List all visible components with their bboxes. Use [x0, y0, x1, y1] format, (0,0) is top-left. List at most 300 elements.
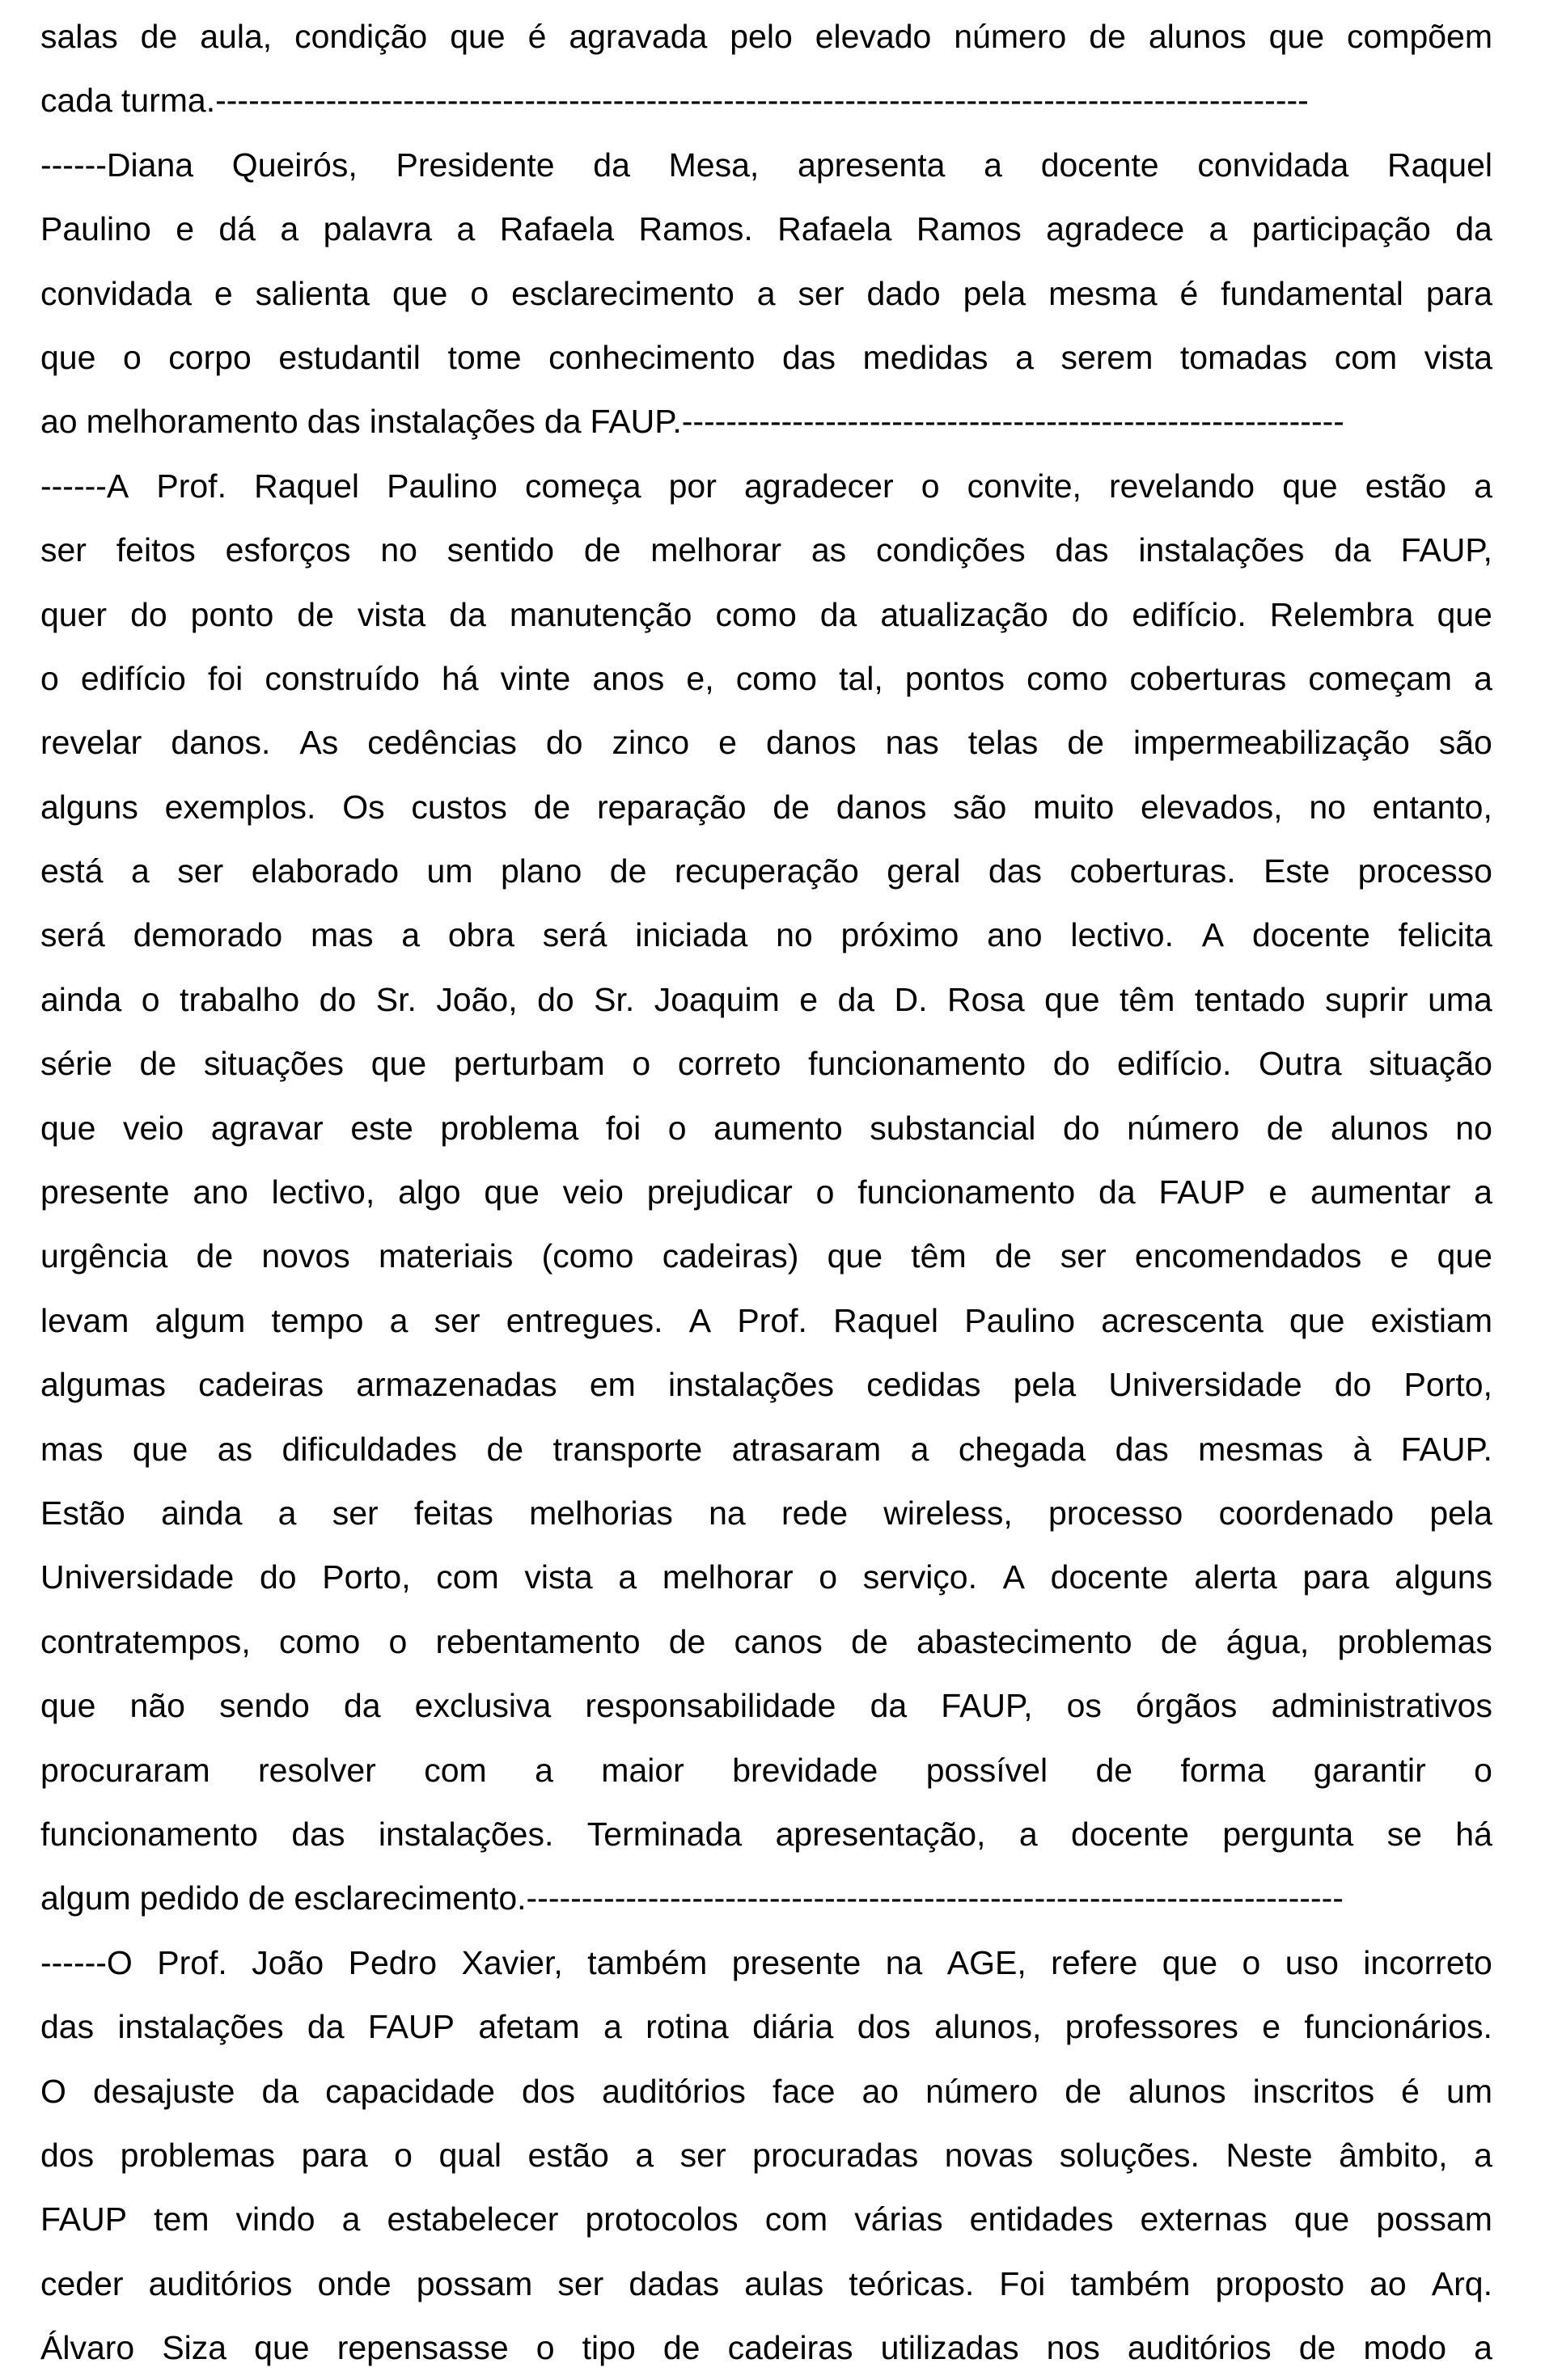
word: de	[486, 1430, 524, 1468]
word: cadeiras	[727, 2329, 853, 2367]
word: pela	[1013, 1366, 1077, 1404]
word: Paulino	[40, 210, 151, 248]
word: como	[735, 659, 817, 697]
word: das	[988, 852, 1043, 890]
word: A	[1002, 1558, 1026, 1596]
word: como	[1027, 659, 1108, 697]
word: elaborado	[251, 852, 400, 890]
word: vista	[357, 595, 426, 633]
word: forma	[1180, 1751, 1266, 1789]
word: ser	[332, 1494, 379, 1532]
text-line	[40, 454, 1492, 518]
text-line	[40, 390, 1492, 454]
word: agravar	[210, 1109, 324, 1147]
word: Mesa,	[668, 146, 760, 184]
word: da	[870, 1687, 908, 1725]
word: ser	[434, 1301, 480, 1339]
word: o	[1474, 1751, 1492, 1789]
word: exclusiva	[414, 1687, 552, 1725]
word: wireless,	[883, 1494, 1013, 1532]
word: que	[370, 1045, 427, 1083]
word: vista	[524, 1558, 593, 1596]
word: abastecimento	[916, 1622, 1132, 1660]
word: a	[603, 2008, 622, 2046]
word: da	[449, 595, 486, 633]
text-line	[40, 839, 1492, 903]
word: A	[688, 1301, 712, 1339]
word: das	[1115, 1430, 1169, 1468]
word: vindo	[235, 2200, 315, 2238]
word: canos	[734, 1622, 823, 1660]
word: tipo	[582, 2329, 636, 2367]
word: armazenadas	[356, 1366, 557, 1404]
word: a	[1209, 210, 1228, 248]
word: são	[1438, 724, 1492, 762]
word: da	[343, 1687, 381, 1725]
word: edifício.	[1132, 595, 1247, 633]
word: Ramos	[916, 210, 1022, 248]
word: presente	[731, 1943, 861, 1981]
word: as	[811, 531, 847, 569]
word: cedências	[367, 724, 517, 762]
word: mesmas	[1198, 1430, 1324, 1468]
word: participação	[1251, 210, 1431, 248]
word: a	[756, 274, 776, 312]
word: apresentação,	[775, 1815, 986, 1853]
word: revelando	[1109, 467, 1255, 505]
word: a	[1474, 659, 1492, 697]
word: reparação	[596, 788, 747, 826]
word: esforços	[225, 531, 351, 569]
word: será	[542, 916, 607, 954]
word: com	[1334, 338, 1398, 376]
word: de	[533, 788, 571, 826]
word: serviço.	[862, 1558, 977, 1596]
word: alunos,	[934, 2008, 1042, 2046]
word: anos	[592, 659, 665, 697]
word: melhorar	[662, 1558, 794, 1596]
word: dos	[40, 2136, 95, 2174]
word: que	[1289, 1301, 1345, 1339]
word: ser	[1060, 1237, 1107, 1275]
word: capacidade	[325, 2072, 495, 2110]
word: levam	[40, 1301, 129, 1339]
word: âmbito,	[1339, 2136, 1448, 2174]
word: refere	[1051, 1943, 1138, 1981]
word: no	[380, 531, 417, 569]
word: de	[1089, 18, 1126, 55]
text-line	[40, 711, 1492, 775]
word: Xavier,	[461, 1943, 563, 1981]
word: a	[1474, 2329, 1492, 2367]
word: e,	[686, 659, 714, 697]
word: João,	[436, 980, 518, 1018]
text-line	[40, 2124, 1492, 2188]
word: feitos	[116, 531, 196, 569]
word: instalações.	[378, 1815, 554, 1853]
word: condição	[294, 18, 428, 55]
word: para	[301, 2136, 368, 2174]
word: ainda	[40, 980, 122, 1018]
word: do	[1071, 595, 1109, 633]
word: Universidade	[40, 1558, 235, 1596]
word: Porto,	[1403, 1366, 1492, 1404]
word: de	[773, 788, 810, 826]
word: o	[815, 1173, 835, 1211]
word: que	[1437, 595, 1492, 633]
word: que	[484, 1173, 540, 1211]
word: número	[1127, 1109, 1240, 1147]
word: possam	[416, 2264, 533, 2302]
word: instalações	[369, 403, 535, 441]
word: construído	[265, 659, 420, 697]
word: com	[436, 1558, 499, 1596]
word: incorreto	[1363, 1943, 1492, 1981]
word: Terminada	[586, 1815, 743, 1853]
word: se	[1386, 1815, 1422, 1853]
word: há	[441, 659, 479, 697]
word: proposto	[1215, 2264, 1345, 2302]
word: FAUP,	[1400, 531, 1492, 569]
word: a	[1474, 467, 1492, 505]
word: pelo	[730, 18, 793, 55]
word: funcionamento	[857, 1173, 1076, 1211]
word: plano	[500, 852, 582, 890]
word: das	[307, 403, 361, 441]
word: que	[40, 338, 96, 376]
word: com	[764, 2200, 828, 2238]
word: edifício.	[1117, 1045, 1232, 1083]
word: será	[40, 916, 105, 954]
word: cedidas	[866, 1366, 981, 1404]
word: agravada	[569, 18, 708, 55]
word: professores	[1065, 2008, 1238, 2046]
word: Ramos.	[638, 210, 753, 248]
word: feitas	[413, 1494, 493, 1532]
word: pontos	[904, 659, 1005, 697]
word: na	[709, 1494, 746, 1532]
word: agradece	[1046, 210, 1185, 248]
text-line	[40, 903, 1492, 967]
word: exemplos.	[164, 788, 316, 826]
word: ser	[40, 531, 87, 569]
word: manutenção	[509, 595, 692, 633]
word: externas	[1140, 2200, 1268, 2238]
word: possível	[925, 1751, 1048, 1789]
word: impermeabilização	[1132, 724, 1410, 762]
word: situações	[203, 1045, 345, 1083]
word: não	[129, 1687, 185, 1725]
word: à	[1352, 1430, 1372, 1468]
word: Estão	[40, 1494, 125, 1532]
word: da	[307, 2008, 345, 2046]
word: de	[851, 1622, 888, 1660]
word: prejudicar	[646, 1173, 793, 1211]
word: aula,	[200, 18, 273, 55]
word: vinte	[500, 659, 571, 697]
word: no	[1455, 1109, 1492, 1147]
word: esclarecimento.--------------------------------------------------------------------------	[294, 1879, 1344, 1917]
word: cadeiras	[198, 1366, 324, 1404]
word: do	[130, 595, 167, 633]
word: veio	[562, 1173, 624, 1211]
word: a	[130, 852, 150, 890]
text-line	[40, 1995, 1492, 2059]
word: é	[1179, 274, 1199, 312]
word: soluções.	[1059, 2136, 1200, 2174]
word: de	[196, 1237, 234, 1275]
word: Universidade	[1108, 1366, 1302, 1404]
word: do	[545, 724, 583, 762]
word: de	[297, 595, 334, 633]
word: de	[583, 531, 621, 569]
word: danos	[836, 788, 927, 826]
text-line	[40, 1160, 1492, 1224]
word: problemas	[120, 2136, 276, 2174]
word: que	[254, 2329, 310, 2367]
word: convidada	[1197, 146, 1349, 184]
word: da	[1334, 531, 1371, 569]
word: pela	[1429, 1494, 1492, 1532]
text-line	[40, 1224, 1492, 1288]
word: convite,	[967, 467, 1082, 505]
word: o	[122, 338, 142, 376]
word: suprir	[1325, 980, 1408, 1018]
word: modo	[1363, 2329, 1447, 2367]
word: danos	[765, 724, 857, 762]
word: Álvaro	[40, 2329, 135, 2367]
text-line	[40, 1610, 1492, 1674]
text-line	[40, 2316, 1492, 2380]
word: encomendados	[1134, 1237, 1362, 1275]
word: a	[280, 210, 299, 248]
word: Raquel	[1387, 146, 1492, 184]
word: da	[593, 146, 630, 184]
word: Prof.	[737, 1301, 807, 1339]
word: que	[1162, 1943, 1218, 1981]
word: de	[1160, 1622, 1198, 1660]
word: face	[772, 2072, 836, 2110]
word: sendo	[219, 1687, 310, 1725]
word: Este	[1264, 852, 1331, 890]
word: tem	[154, 2200, 210, 2238]
word: de	[139, 1045, 177, 1083]
word: os	[1066, 1687, 1102, 1725]
word: dá	[218, 210, 256, 248]
word: administrativos	[1271, 1687, 1492, 1725]
word: agradecer	[743, 467, 894, 505]
word: com	[424, 1751, 487, 1789]
word: ao	[40, 403, 78, 441]
word: (como	[541, 1237, 634, 1275]
word: teóricas.	[849, 2264, 975, 2302]
document-page	[40, 5, 1492, 2380]
word: serem	[1060, 338, 1154, 376]
word: procuraram	[40, 1751, 210, 1789]
text-line	[40, 1866, 1492, 1930]
word: instalações	[1138, 531, 1305, 569]
text-line	[40, 2060, 1492, 2124]
word: da	[1455, 210, 1492, 248]
word: como	[715, 595, 797, 633]
word: as	[217, 1430, 253, 1468]
word: da	[819, 595, 857, 633]
text-line	[40, 69, 1492, 133]
word: chegada	[958, 1430, 1086, 1468]
word: aumento	[713, 1109, 843, 1147]
word: foi	[207, 659, 243, 697]
word: perturbam	[453, 1045, 605, 1083]
word: que	[1044, 980, 1100, 1018]
text-line	[40, 583, 1492, 647]
word: tempo	[271, 1301, 364, 1339]
word: dadas	[629, 2264, 720, 2302]
word: das	[1055, 531, 1109, 569]
word: trabalho	[180, 980, 300, 1018]
word: de	[609, 852, 647, 890]
word: aulas	[744, 2264, 824, 2302]
word: que	[392, 274, 448, 312]
word: Rosa	[946, 980, 1025, 1018]
word: várias	[854, 2200, 943, 2238]
word: inscritos	[1252, 2072, 1375, 2110]
word: João	[252, 1943, 324, 1981]
word: desajuste	[92, 2072, 235, 2110]
word: urgência	[40, 1237, 168, 1275]
word: melhorar	[650, 531, 782, 569]
word: dos	[857, 2008, 911, 2046]
word: a	[456, 210, 476, 248]
word: que	[132, 1430, 188, 1468]
word: ceder	[40, 2264, 124, 2302]
text-line	[40, 262, 1492, 326]
word: lectivo.	[1070, 916, 1174, 954]
word: Prof.	[156, 467, 226, 505]
word: ser	[557, 2264, 604, 2302]
word: começa	[524, 467, 641, 505]
word: Presidente	[396, 146, 555, 184]
word: e	[176, 210, 194, 248]
word: dado	[866, 274, 941, 312]
word: nas	[885, 724, 939, 762]
word: ser	[177, 852, 224, 890]
word: a	[389, 1301, 408, 1339]
word: Os	[342, 788, 385, 826]
word: problema	[440, 1109, 579, 1147]
word: docente	[1071, 1815, 1189, 1853]
word: que	[40, 1687, 96, 1725]
word: a	[401, 916, 421, 954]
word: na	[885, 1943, 923, 1981]
word: instalações	[117, 2008, 284, 2046]
word: iniciada	[635, 916, 748, 954]
word: revelar	[40, 724, 142, 762]
word: pela	[963, 274, 1027, 312]
text-line	[40, 133, 1492, 197]
word: nos	[1046, 2329, 1100, 2367]
word: pergunta	[1222, 1815, 1354, 1853]
word: órgãos	[1136, 1687, 1238, 1725]
word: vista	[1424, 338, 1492, 376]
word: este	[350, 1109, 413, 1147]
text-line	[40, 1739, 1492, 1803]
word: o	[819, 1558, 838, 1596]
word: que	[450, 18, 506, 55]
word: estudantil	[278, 338, 421, 376]
text-line	[40, 197, 1492, 261]
word: uma	[1428, 980, 1492, 1018]
word: aumentar	[1310, 1173, 1451, 1211]
word: responsabilidade	[585, 1687, 836, 1725]
word: ano	[987, 916, 1043, 954]
word: materiais	[379, 1237, 514, 1275]
word: mesma	[1048, 274, 1158, 312]
word: rede	[781, 1494, 848, 1532]
text-line	[40, 2252, 1492, 2316]
word: Relembra	[1269, 595, 1414, 633]
word: geral	[887, 852, 961, 890]
word: no	[776, 916, 813, 954]
word: FAUP.	[1400, 1430, 1492, 1468]
word: rebentamento	[435, 1622, 641, 1660]
word: transporte	[552, 1430, 703, 1468]
word: As	[299, 724, 339, 762]
word: que	[1437, 1237, 1492, 1275]
word: começam	[1308, 659, 1453, 697]
word: FAUP	[367, 2008, 455, 2046]
word: processo	[1357, 852, 1492, 890]
word: alunos	[1148, 18, 1247, 55]
word: de	[140, 18, 178, 55]
word: têm	[1120, 980, 1175, 1018]
word: no	[1309, 788, 1346, 826]
word: correto	[677, 1045, 781, 1083]
word: cadeiras)	[662, 1237, 799, 1275]
word: do	[1334, 1366, 1372, 1404]
text-line	[40, 1289, 1492, 1353]
word: de	[662, 2329, 701, 2367]
word: também	[587, 1943, 708, 1981]
word: próximo	[840, 916, 959, 954]
word: número	[954, 18, 1067, 55]
word: atualização	[880, 595, 1048, 633]
word: e	[1262, 2008, 1281, 2046]
word: danos.	[171, 724, 271, 762]
word: alguns	[1395, 1558, 1492, 1596]
text-line	[40, 1353, 1492, 1417]
word: ponto	[190, 595, 274, 633]
word: entregues.	[506, 1301, 663, 1339]
word: FAUP,	[941, 1687, 1033, 1725]
word: existiam	[1370, 1301, 1492, 1339]
text-line	[40, 1674, 1492, 1738]
word: elevado	[815, 18, 932, 55]
word: melhoramento	[86, 403, 298, 441]
word: Siza	[162, 2329, 227, 2367]
word: Sr.	[375, 980, 417, 1018]
word: ao	[1369, 2264, 1407, 2302]
word: para	[1425, 274, 1492, 312]
word: FAUP.------------------------------------------------------------	[590, 403, 1344, 441]
word: ser	[679, 2136, 726, 2174]
word: acrescenta	[1101, 1301, 1264, 1339]
text-line	[40, 647, 1492, 711]
word: auditórios	[1127, 2329, 1272, 2367]
word: o	[470, 274, 489, 312]
word: Raquel	[833, 1301, 939, 1339]
word: tentado	[1194, 980, 1306, 1018]
word: medidas	[862, 338, 988, 376]
